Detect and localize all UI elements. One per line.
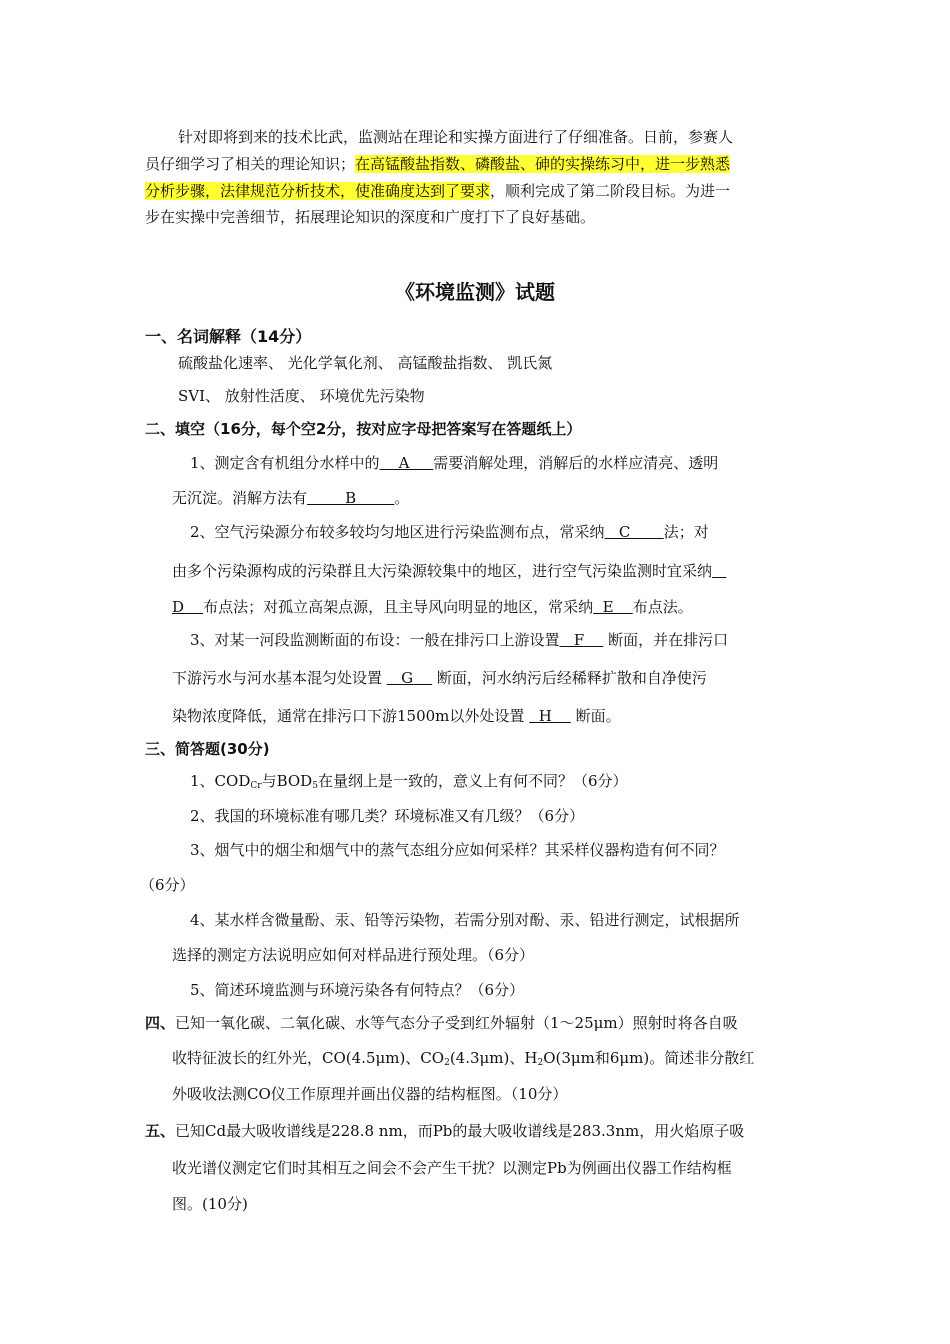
- intro-highlight-1: 在高锰酸盐指数、磷酸盐、砷的实操练习中，进一步熟悉: [355, 155, 731, 173]
- intro-line-1: 针对即将到来的技术比武，监测站在理论和实操方面进行了仔细准备。日前，参赛人: [178, 128, 734, 146]
- fill-q2-text-2: 法；对: [663, 523, 709, 541]
- section-4-text-3: (4.3μm)、H: [449, 1049, 538, 1067]
- blank-b: B: [307, 489, 395, 507]
- short-q2: 2、我国的环境标准有哪几类？环境标准又有几级？（6分）: [190, 807, 585, 825]
- section-4-text: 已知一氧化碳、二氧化碳、水等气态分子受到红外辐射（1～25μm）照射时将各自吸: [175, 1014, 738, 1032]
- section-1-terms-row-1: 硫酸盐化速率、 光化学氧化剂、 高锰酸盐指数、 凯氏氮: [178, 354, 553, 372]
- section-4-text-2: 收特征波长的红外光，CO(4.5μm)、CO: [172, 1049, 445, 1067]
- fill-q3-text-4: 断面，河水纳污后经稀释扩散和自净使污: [432, 669, 707, 687]
- blank-c: C: [604, 523, 664, 541]
- fill-q1-text-2: 需要消解处理，消解后的水样应清亮、透明: [433, 454, 719, 472]
- fill-q3-line-2: [172, 668, 707, 688]
- fill-q1-line-2: [172, 488, 409, 508]
- blank-d-start: [712, 562, 726, 580]
- section-5-label: 五、: [145, 1122, 176, 1140]
- section-1-heading: 一、名词解释（14分）: [145, 327, 312, 346]
- fill-q2-line-1: [190, 522, 709, 542]
- fill-q2-text-5: 布点法。: [632, 598, 693, 616]
- short-q1-text-2: 与BOD: [261, 772, 313, 790]
- section-4-line-3: 外吸收法测CO仪工作原理并画出仪器的结构框图。（10分）: [172, 1085, 568, 1103]
- fill-q3-text: 3、对某一河段监测断面的布设：一般在排污口上游设置: [190, 631, 560, 649]
- section-4-line-1: [145, 1013, 738, 1033]
- section-1-terms-row-2: SVI、 放射性活度、 环境优先污染物: [178, 387, 425, 405]
- short-q4: 4、某水样含微量酚、汞、铅等污染物，若需分别对酚、汞、铅进行测定，试根据所: [190, 911, 740, 929]
- intro-line-2-plain: 员仔细学习了相关的理论知识；: [145, 155, 356, 173]
- fill-q1-text-3: 无沉淀。消解方法有: [172, 489, 308, 507]
- fill-q2-line-2: [172, 561, 726, 581]
- short-q1-sub-5: 5: [312, 781, 318, 791]
- fill-q3-text-2: 断面，并在排污口: [603, 631, 729, 649]
- fill-q2-line-3: [172, 597, 693, 617]
- intro-line-2: [145, 154, 730, 174]
- short-q1-text: 1、COD: [190, 772, 251, 790]
- short-q3: 3、烟气中的烟尘和烟气中的蒸气态组分应如何采样？其采样仪器构造有何不同？: [190, 841, 725, 859]
- section-5-text: 已知Cd最大吸收谱线是228.8 nm，而Pb的最大吸收谱线是283.3nm，用火焰原子吸: [175, 1122, 745, 1140]
- fill-q3-text-5: 染物浓度降低，通常在排污口下游1500m以外处设置: [172, 707, 530, 725]
- short-q4-line-2: 选择的测定方法说明应如何对样品进行预处理。（6分）: [172, 946, 535, 964]
- intro-highlight-2: 分析步骤，法律规范分析技术，使准确度达到了要求: [145, 182, 491, 200]
- fill-q3-line-3: [172, 706, 621, 726]
- section-4-text-4: O(3μm和6μm)。简述非分散红: [543, 1049, 755, 1067]
- intro-line-3-plain: ，顺利完成了第二阶段目标。为进一: [490, 182, 731, 200]
- fill-q3-text-3: 下游污水与河水基本混匀处设置: [172, 669, 387, 687]
- section-4-line-2: [172, 1048, 754, 1068]
- fill-q1-line-1: [190, 453, 718, 473]
- fill-q2-text-4: 布点法；对孤立高架点源，且主导风向明显的地区，常采纳: [203, 598, 594, 616]
- fill-q3-text-6: 断面。: [570, 707, 621, 725]
- blank-a: A: [379, 454, 434, 472]
- short-q1-sub-cr: Cr: [250, 781, 262, 791]
- section-2-heading: 二、填空（16分，每个空2分，按对应字母把答案写在答题纸上）: [145, 420, 582, 438]
- short-q5: 5、简述环境监测与环境污染各有何特点？（6分）: [190, 981, 525, 999]
- fill-q2-text-3: 由多个污染源构成的污染群且大污染源较集中的地区，进行空气污染监测时宜采纳: [172, 562, 713, 580]
- fill-q2-text: 2、空气污染源分布较多较均匀地区进行污染监测布点，常采纳: [190, 523, 605, 541]
- blank-e: E: [593, 598, 633, 616]
- intro-line-3: [145, 181, 730, 201]
- section-4-sub-h2o: 2: [537, 1058, 544, 1068]
- blank-d: D: [172, 598, 204, 616]
- section-3-heading: 三、简答题(30分): [145, 740, 270, 758]
- fill-q1-text-4: 。: [394, 489, 410, 507]
- blank-h: H: [529, 707, 571, 725]
- section-5-line-1: [145, 1121, 744, 1141]
- blank-f: F: [559, 631, 604, 649]
- short-q1-text-3: 在量纲上是一致的，意义上有何不同？（6分）: [317, 772, 628, 790]
- section-4-label: 四、: [145, 1014, 176, 1032]
- intro-line-4: 步在实操中完善细节，拓展理论知识的深度和广度打下了良好基础。: [145, 208, 596, 226]
- blank-g: G: [386, 669, 433, 687]
- short-q3-score: （6分）: [140, 876, 195, 894]
- short-q1: [190, 771, 627, 791]
- section-5-line-2: 收光谱仪测定它们时其相互之间会不会产生干扰？以测定Pb为例画出仪器工作结构框: [172, 1159, 732, 1177]
- fill-q3-line-1: [190, 630, 728, 650]
- exam-title: 《环境监测》试题: [395, 280, 555, 304]
- fill-q1-text: 1、测定含有机组分水样中的: [190, 454, 380, 472]
- section-5-line-3: 图。(10分): [172, 1195, 248, 1213]
- section-4-sub-co2: 2: [444, 1058, 450, 1068]
